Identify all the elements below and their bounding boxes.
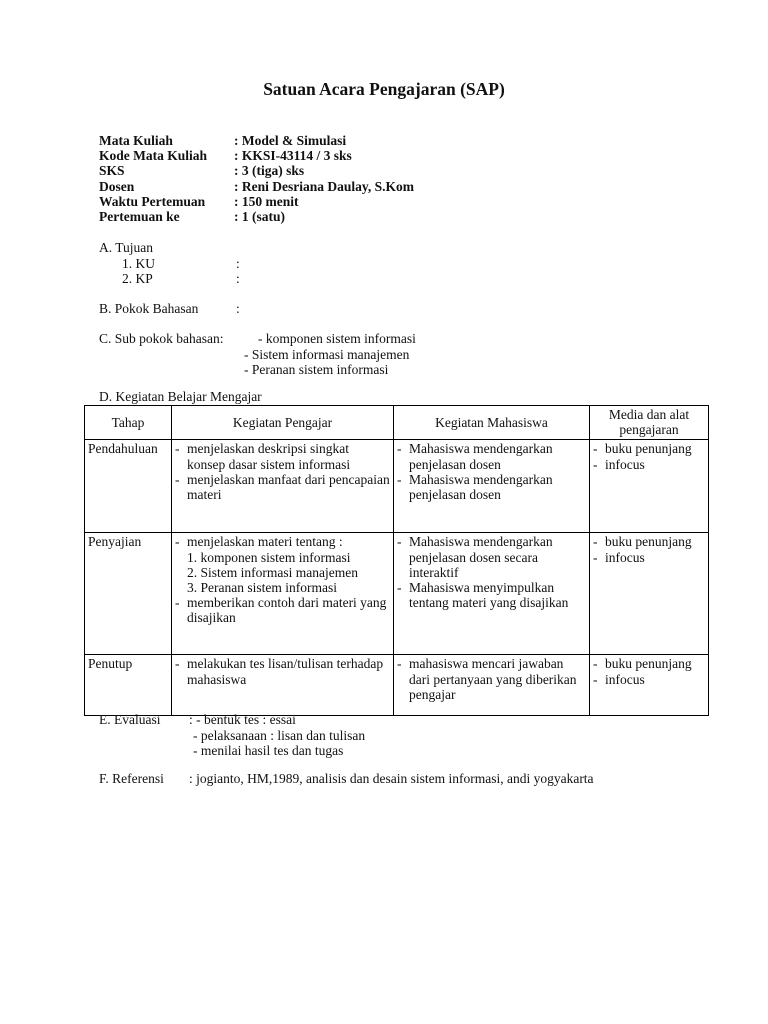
pokok-bahasan-value: : xyxy=(236,301,240,316)
tahap-cell: Pendahuluan xyxy=(85,440,172,533)
list-item: Mahasiswa menyimpulkan tentang materi yang disajikan xyxy=(409,580,569,611)
info-label: Waktu Pertemuan xyxy=(99,193,206,209)
tahap-cell: Penyajian xyxy=(85,533,172,655)
info-label: Kode Mata Kuliah xyxy=(99,148,208,164)
list-item: 2. Sistem informasi manajemen xyxy=(187,564,358,580)
table-row xyxy=(85,655,709,716)
section-tujuan xyxy=(99,240,240,287)
list-item: melakukan tes lisan/tulisan terhadap mahasiswa xyxy=(187,656,384,687)
info-value: : 1 (satu) xyxy=(234,208,285,224)
info-row xyxy=(99,163,414,178)
table-row xyxy=(85,533,709,655)
list-item: infocus xyxy=(605,549,645,565)
sub-pokok-item: - Peranan sistem informasi xyxy=(244,362,389,377)
list-item: buku penunjang xyxy=(605,441,692,457)
list-item: buku penunjang xyxy=(605,656,692,672)
pokok-bahasan-label: B. Pokok Bahasan xyxy=(99,301,199,316)
list-item: infocus xyxy=(605,456,645,472)
list-item: menjelaskan manfaat dari pencapaian materi xyxy=(187,471,390,503)
section-sub-pokok xyxy=(99,331,416,378)
info-value: : 150 menit xyxy=(234,193,299,209)
mahasiswa-cell: - Mahasiswa mendengarkan penjelasan dosen - Mahasiswa mendengarkan penjelasan dosen xyxy=(394,440,590,533)
list-item: infocus xyxy=(605,671,645,687)
list-item: menjelaskan deskripsi singkat konsep dasar sistem informasi xyxy=(187,441,351,472)
list-item: Mahasiswa mendengarkan penjelasan dosen xyxy=(409,441,553,472)
tujuan-item-value: : xyxy=(236,255,240,271)
media-cell: - buku penunjang - infocus xyxy=(590,533,709,655)
info-label: Pertemuan ke xyxy=(99,208,180,224)
info-value: : 3 (tiga) sks xyxy=(234,163,305,179)
column-header: Kegiatan Mahasiswa xyxy=(394,406,590,440)
list-item: Mahasiswa mendengarkan penjelasan dosen secara interaktif xyxy=(409,534,553,580)
evaluasi-label: E. Evaluasi xyxy=(99,712,161,727)
list-item: Mahasiswa mendengarkan penjelasan dosen xyxy=(409,471,553,503)
info-label: SKS xyxy=(99,163,125,179)
list-item: menjelaskan materi tentang : xyxy=(187,534,343,550)
evaluasi-item: : - bentuk tes : essai xyxy=(189,712,296,727)
media-cell: - buku penunjang - infocus xyxy=(590,440,709,533)
column-header: Tahap xyxy=(85,406,172,440)
table-row xyxy=(85,440,709,533)
sub-pokok-item: - komponen sistem informasi xyxy=(258,331,416,346)
column-header: Media dan alat pengajaran xyxy=(590,406,709,440)
pengajar-cell: - menjelaskan deskripsi singkat konsep dasar sistem informasi - menjelaskan manfaat dari pencapaian materi xyxy=(172,440,394,533)
list-item: buku penunjang xyxy=(605,534,692,550)
pengajar-cell: - menjelaskan materi tentang : 1. komponen sistem informasi 2. Sistem informasi manajemen 3. Peranan sistem informasi - memberikan contoh dari materi yang disajikan xyxy=(172,533,394,655)
course-info xyxy=(99,133,414,224)
info-value: : KKSI-43114 / 3 sks xyxy=(234,148,352,164)
mahasiswa-cell: - mahasiswa mencari jawaban dari pertanyaan yang diberikan pengajar xyxy=(394,655,590,716)
info-label: Dosen xyxy=(99,178,135,194)
list-item: 1. komponen sistem informasi xyxy=(187,549,351,565)
section-evaluasi xyxy=(99,712,365,759)
sub-pokok-label: C. Sub pokok bahasan: xyxy=(99,331,224,346)
info-value: : Reni Desriana Daulay, S.Kom xyxy=(234,178,415,194)
kegiatan-table xyxy=(84,405,709,716)
list-item: memberikan contoh dari materi yang disajikan xyxy=(187,595,387,626)
table-header-row xyxy=(85,406,709,440)
document-title: Satuan Acara Pengajaran (SAP) xyxy=(263,79,505,99)
tujuan-item xyxy=(99,256,240,272)
tujuan-item-value: : xyxy=(236,271,240,286)
evaluasi-item: - menilai hasil tes dan tugas xyxy=(193,743,344,758)
list-item: mahasiswa mencari jawaban dari pertanyaan yang diberikan pengajar xyxy=(409,656,577,702)
list-item: 3. Peranan sistem informasi xyxy=(187,580,337,596)
info-row xyxy=(99,133,414,148)
column-header: Kegiatan Pengajar xyxy=(172,406,394,440)
section-heading-kegiatan: D. Kegiatan Belajar Mengajar xyxy=(99,389,262,404)
section-referensi xyxy=(99,771,594,787)
section-pokok-bahasan xyxy=(99,301,240,317)
referensi-label: F. Referensi xyxy=(99,771,164,786)
info-value: : Model & Simulasi xyxy=(234,133,347,148)
mahasiswa-cell: - Mahasiswa mendengarkan penjelasan dosen secara interaktif - Mahasiswa menyimpulkan tentang materi yang disajikan xyxy=(394,533,590,655)
info-row xyxy=(99,209,414,224)
tujuan-item-label: 1. KU xyxy=(122,255,155,271)
info-row xyxy=(99,194,414,209)
evaluasi-item: - pelaksanaan : lisan dan tulisan xyxy=(193,727,366,743)
tujuan-item xyxy=(99,271,240,287)
sub-pokok-item: - Sistem informasi manajemen xyxy=(244,346,410,362)
info-row xyxy=(99,148,414,163)
section-heading: A. Tujuan xyxy=(99,240,154,255)
referensi-value: : jogianto, HM,1989, analisis dan desain sistem informasi, andi yogyakarta xyxy=(189,771,594,786)
media-cell: - buku penunjang - infocus xyxy=(590,655,709,716)
tahap-cell: Penutup xyxy=(85,655,172,716)
info-label: Mata Kuliah xyxy=(99,133,173,148)
tujuan-item-label: 2. KP xyxy=(122,271,153,286)
info-row xyxy=(99,179,414,194)
pengajar-cell: - melakukan tes lisan/tulisan terhadap mahasiswa xyxy=(172,655,394,716)
